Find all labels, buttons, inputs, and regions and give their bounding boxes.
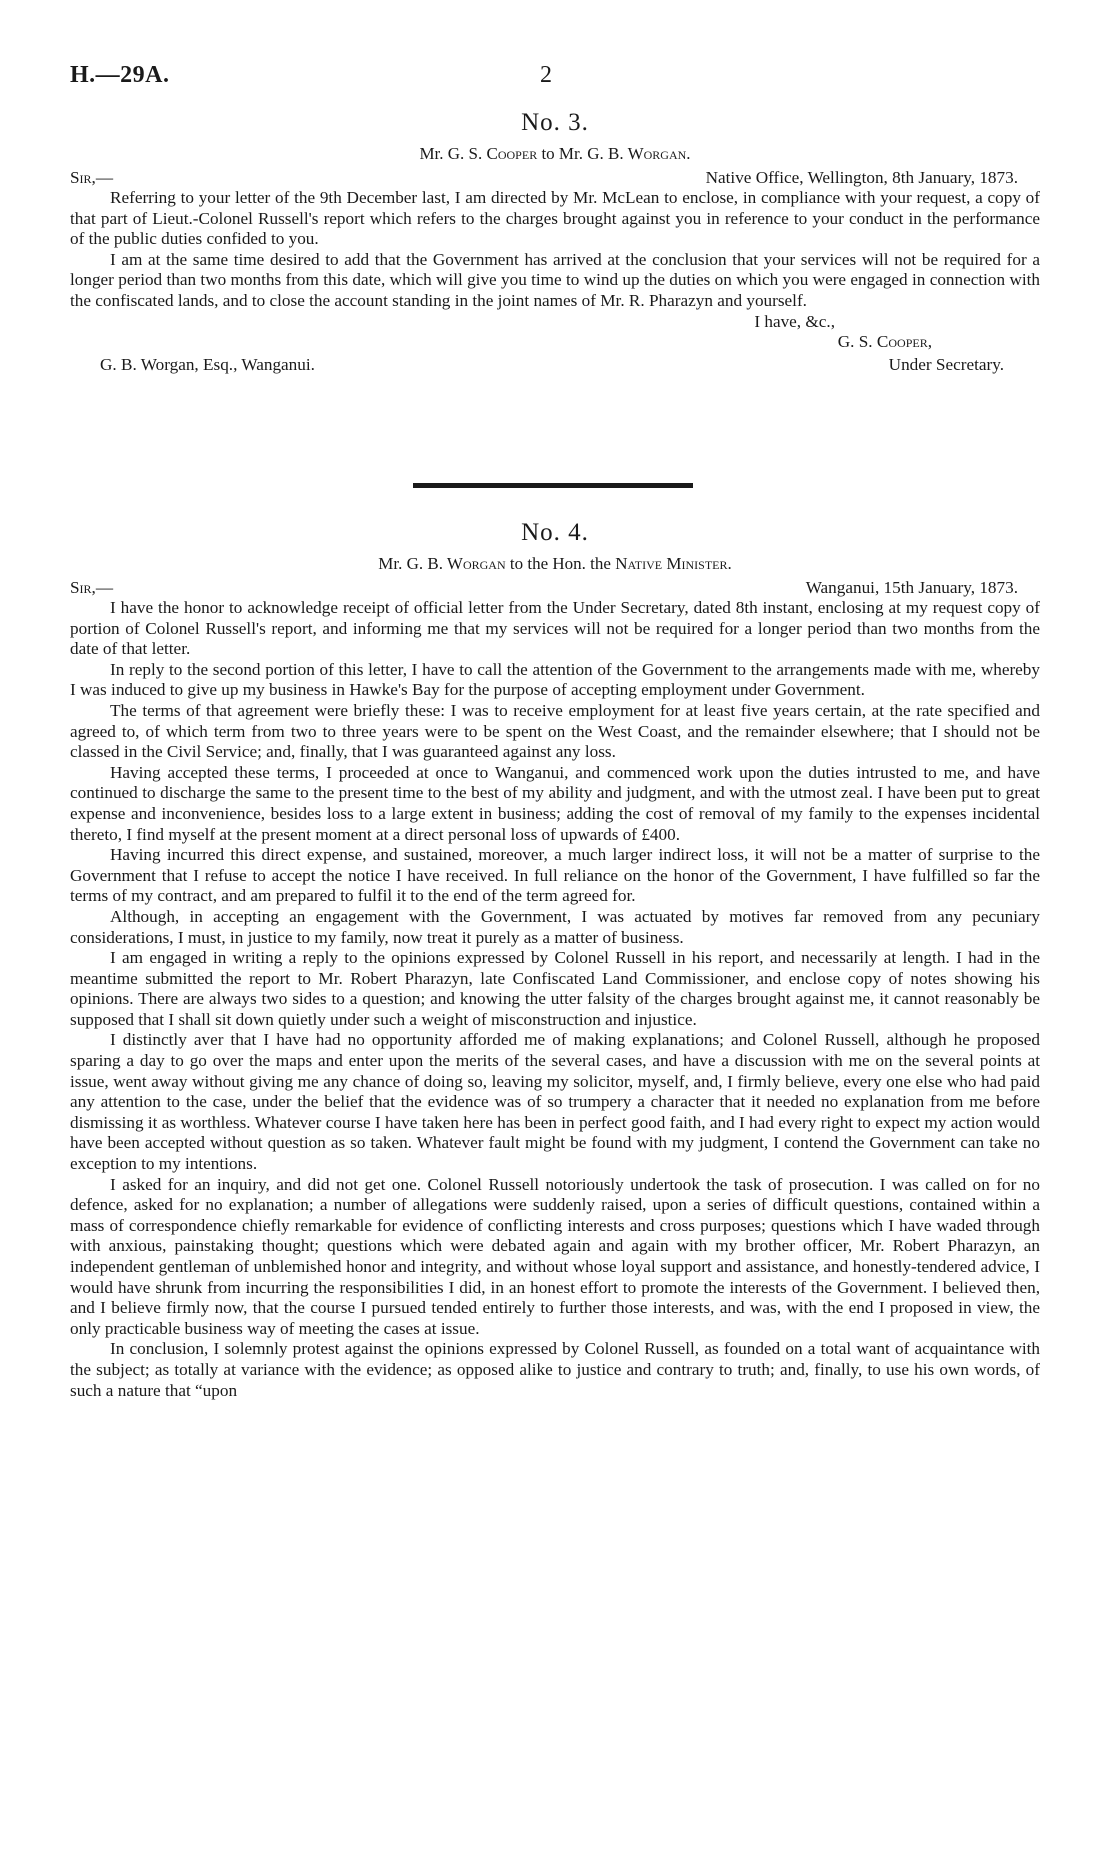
paragraph: Having incurred this direct expense, and sustained, moreover, a much larger indirect loss, it will not be a matter of surprise to the Government that I refuse to accept the notice I have received. In full reliance on the honor of the Government, I have fulfilled so far the terms of my contract, and am prepared to fulfil it to the end of the term agreed for. <box>70 845 1040 906</box>
paragraph: In conclusion, I solemnly protest against the opinions expressed by Colonel Russell, as founded on a total want of acquaintance with the subject; as totally at variance with the evidence; as opposed alike to justice and contrary to truth; and, finally, to use his own words, of such a nature that “upon <box>70 1339 1040 1400</box>
paragraph: Referring to your letter of the 9th December last, I am directed by Mr. McLean to enclose, in compliance with your request, a copy of that part of Lieut.-Colonel Russell's report which refers to the charges brought against you in reference to your conduct in the performance of the public duties confided to you. <box>70 188 1040 249</box>
addressee: G. B. Worgan, Esq., Wanganui. <box>100 354 315 374</box>
letter-number: No. 4. <box>521 519 589 546</box>
salutation: Sir,— <box>70 578 114 597</box>
signature-title: Under Secretary. <box>888 354 1004 374</box>
closing: I have, &c., <box>754 311 835 331</box>
sender-name: G. S. Cooper <box>447 144 538 163</box>
paragraph: Although, in accepting an engagement with the Government, I was actuated by motives far removed from any pecuniary considerations, I must, in justice to my family, now treat it purely as a matter of business. <box>70 906 1040 947</box>
page-header <box>70 62 1040 92</box>
sender-name: G. B. Worgan <box>406 554 506 573</box>
letter-no-4 <box>70 518 1040 1401</box>
letter-no-3 <box>70 108 1040 377</box>
salutation-row <box>70 168 1040 188</box>
place-date: Wanganui, 15th January, 1873. <box>805 578 1018 597</box>
paragraph: I am engaged in writing a reply to the opinions expressed by Colonel Russell in his report, and necessarily at length. I had in the meantime submitted the report to Mr. Robert Pharazyn, late Confiscated Land Commissioner, and enclose copy of notes showing his opinions. There are always two sides to a question; and knowing the utter falsity of the charges brought against me, it cannot reasonably be supposed that I shall sit down quietly under such a weight of misconstruction and injustice. <box>70 948 1040 1029</box>
route-prefix: Mr. <box>419 144 448 163</box>
section-divider <box>413 483 693 488</box>
paragraph: In reply to the second portion of this letter, I have to call the attention of the Government to the arrangements made with me, whereby I was induced to give up my business in Hawke's Bay for the purpose of accepting employment under Government. <box>70 659 1040 700</box>
route-to: to the Hon. the <box>505 554 616 573</box>
paragraph: I am at the same time desired to add that the Government has arrived at the conclusion that your services will not be required for a longer period than two months from this date, which will give you time to wind up the duties on which you were engaged in connection with the confiscated lands, and to close the account standing in the joint names of Mr. R. Pharazyn and yourself. <box>70 249 1040 310</box>
letter-number: No. 3. <box>521 109 589 136</box>
paragraph: I distinctly aver that I have had no opportunity afforded me of making explanations; and Colonel Russell, although he proposed sparing a day to go over the maps and enter upon the merits of the several cases, and have a discussion with me on the several points at issue, went away without giving me any chance of doing so, leaving my solicitor, myself, and, I firmly believe, every one else who had paid any attention to the case, under the belief that the evidence was of so trumpery a character that it needed no explanation from me before dismissing it as worthless. Whatever course I have taken here has been in perfect good faith, and I had every right to expect my action would have been accepted without question as so taken. Whatever fault might be found with my judgment, I contend the Government can take no exception to my intentions. <box>70 1030 1040 1174</box>
page-number: 2 <box>540 62 552 88</box>
document-reference: H.—29A. <box>70 62 170 88</box>
recipient-name: Native Minister. <box>615 554 732 573</box>
route-prefix: Mr. <box>378 554 407 573</box>
letter-route <box>70 144 1040 164</box>
route-to: to Mr. <box>537 144 588 163</box>
place-date: Native Office, Wellington, 8th January, 1873. <box>705 168 1018 187</box>
salutation-row <box>70 578 1040 598</box>
paragraph: I have the honor to acknowledge receipt of official letter from the Under Secretary, dated 8th instant, enclosing at my request copy of portion of Colonel Russell's report, and informing me that my services will not be required for a longer period than two months from the date of that letter. <box>70 598 1040 659</box>
paragraph: I asked for an inquiry, and did not get one. Colonel Russell notoriously undertook the task of prosecution. I was called on for no defence, asked for no explanation; a number of allegations were suddenly raised, upon a series of difficult questions, contained within a mass of correspondence chiefly remarkable for evidence of conflicting interests and cross purposes; questions which I have waded through with anxious, painstaking thought; questions which were debated again and again with my brother officer, Mr. Robert Pharazyn, an independent gentleman of unblemished honor and integrity, and without whose loyal support and assistance, and honestly-tendered advice, I would have shrunk from incurring the responsibilities I did, in an honest effort to promote the interests of the Government. I believed then, and I believe firmly now, that the course I pursued tended entirely to further those interests, and was, with the end I proposed in view, the only practicable business way of meeting the cases at issue. <box>70 1174 1040 1338</box>
addressee-row <box>70 355 1040 377</box>
paragraph: The terms of that agreement were briefly these: I was to receive employment for at least five years certain, at the rate specified and agreed to, of which term from two to three years were to be spent on the West Coast, and the remainder elsewhere; that I should not be classed in the Civil Service; and, finally, that I was guaranteed against any loss. <box>70 700 1040 762</box>
letter-route <box>70 554 1040 574</box>
signature: G. S. Cooper, <box>837 332 932 352</box>
recipient-name: G. B. Worgan. <box>587 144 691 163</box>
salutation: Sir,— <box>70 168 114 187</box>
paragraph: Having accepted these terms, I proceeded at once to Wanganui, and commenced work upon the duties intrusted to me, and have continued to discharge the same to the present time to the best of my ability and judgment, and with the utmost zeal. I have been put to great expense and inconvenience, besides loss to a large extent in business; adding the cost of removal of my family to the expenses incidental thereto, I find myself at the present moment at a direct personal loss of upwards of £400. <box>70 762 1040 844</box>
